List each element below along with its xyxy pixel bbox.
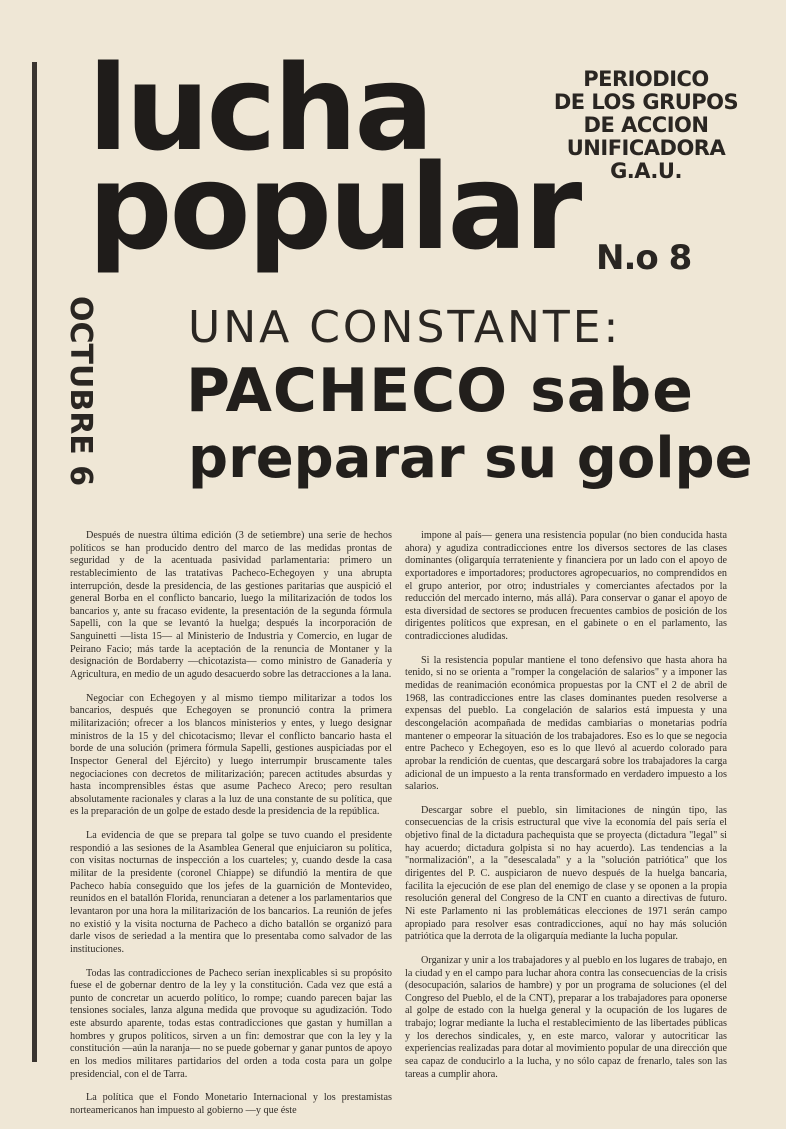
article-paragraph: La evidencia de que se prepara tal golpe se tuvo cuando el presidente respondió a las sesiones de la Asamblea General que enjuiciaron su política, con visitas nocturnas de inspección a los cuarteles; y, cuando desde la casa militar de la presidente (coronel Chiappe) se difundió la mentira de que Pacheco había conseguido que los jefes de la guarnición de Montevideo, reunidos en el batallón Florida, renunciaran a detener a los parlamentarios que levantaron por una hora la militarización de los bancarios. La reunión de jefes no existió y la visita nocturna de Pacheco a dicho batallón se organizó para darle visos de seriedad a la mentira que lo presentaba como salvador de las instituciones.	[70, 830, 392, 955]
subtitle-line: UNIFICADORA	[566, 136, 726, 161]
article-paragraph: La política que el Fondo Monetario Internacional y los prestamistas norteamericanos han impuesto al gobierno —y que éste	[70, 1092, 392, 1116]
issue-date	[62, 296, 102, 487]
article-paragraph: Todas las contradicciones de Pacheco serían inexplicables si su propósito fuese el de gobernar dentro de la ley y la constitución. Cada vez que está a punto de concretar un acuerdo político, lo rompe; cuando parecen bajar las tensiones sociales, lanza alguna medida que provoque su agudización. Todo este absurdo aparente, todas estas contradicciones que gastan y humillan a hombres y grupos políticos, sirven a un fin: demostrar que con la ley y la constitución —aún la naranja— no se puede gobernar y ganar puntos de apoyo en los medios militares partidarios del orden a toda costa para un golpe presidencial, con el de Tarra.	[70, 967, 392, 1080]
article-paragraph: Negociar con Echegoyen y al mismo tiempo militarizar a todos los bancarios, después que Echegoyen se pronunció contra la primera militarización; ofrecer a los blancos ministerios y entes, y luego designar ministros de la 15 y del chicotacismo; llevar el conflicto bancario hasta el borde de una solución (primera fórmula Sapelli, gestiones auspiciadas por el Inspector General del Ejército) y luego interrumpir bruscamente tales negociaciones con decretos de militarización; parecen actitudes absurdas y hasta incomprensibles éstas que asume Pacheco Areco; pero resultan absolutamente racionales y claras a la luz de una constante de su política, que es la preparación de un golpe de estado desde la presidencia de la república.	[70, 692, 392, 818]
article-column-right	[405, 530, 727, 1092]
article-paragraph: Después de nuestra última edición (3 de setiembre) una serie de hechos políticos se han producido dentro del marco de las medidas prontas de seguridad y de la acentuada pasividad parlamentaria: primero un restablecimiento de las tratativas Pacheco-Echegoyen y una abrupta interrupción, desde la presidencia, de las gestiones paritarias que auspició el general Borba en el conflicto bancario, luego la militarización de todos los bancarios y, ante su fracaso evidente, la presentación de la segunda fórmula Sapelli, con la que se levantó la huelga; después la incorporación de Sanguinetti —lista 15— al Ministerio de Industria y Comercio, en lugar de Peirano Facio; más tarde la aceptación de la renuncia de Montaner y la designación de Bordaberry —chicotazista— como ministro de Ganadería y Agricultura, en medio de un agudo desacuerdo sobre las detracciones a la lana.	[70, 530, 392, 681]
issue-date-text: OCTUBRE 6	[63, 296, 98, 487]
headline-main: PACHECO sabe	[186, 356, 694, 426]
article-paragraph: Si la resistencia popular mantiene el tono defensivo que hasta ahora ha tenido, si no se orienta a "romper la congelación de salarios" y a imponer las medidas de reanimación económica propuestas por la CNT el 2 de abril de 1968, las contradicciones entre las clases dominantes pueden resolverse a expensas del pueblo. La congelación de salarios está impuesta y una descongelación acompañada de medidas cambiarias o monetarias podría mantener o empeorar la situación de los trabajadores. Eso es lo que se negocia entre Pacheco y Echegoyen, eso es lo que llevó al acuerdo colorado para aprobar la rendición de cuentas, que descargará sobre los trabajadores la carga adicional de un impuesto a la renta transformado en verdadero impuesto a los salarios.	[405, 654, 727, 793]
issue-number: N.o 8	[596, 238, 692, 278]
article-column-left	[70, 530, 392, 1129]
subtitle-line: G.A.U.	[610, 159, 682, 184]
article-paragraph: impone al país— genera una resistencia popular (no bien conducida hasta ahora) y agudiza contradicciones entre los diversos sectores de las clases dominantes (oligarquía terrateniente y financiera por un lado con el apoyo de exportadores e importadores; productores agropecuarios, no comprendidos en el grupo anterior, por otro; industriales y comerciantes afectados por la reducción del mercado interno, más allá). Para conservar o ganar el apoyo de esta diversidad de sectores se producen frecuentes cambios de posición de los dirigentes políticos que expresan, en el gabinete o en el parlamento, las contradicciones aludidas.	[405, 530, 727, 643]
article-paragraph: Descargar sobre el pueblo, sin limitaciones de ningún tipo, las consecuencias de la crisis estructural que vive la economía del país sería el objetivo final de la dictadura pachequista que se proyecta (dictadura "legal" si hay acuerdo; dictadura golpista si no hay acuerdo). Las tendencias a la "normalización", a la "desescalada" y a la "solución patriótica" que los dirigentes del P. C. auspiciaron de nuevo después de la huelga bancaria, facilita la ejecución de ese plan del enemigo de clase y se oponen a la propia resolución general del Congreso de la CNT en cuanto a directivas de futuro. Ni este Parlamento ni las problemáticas elecciones de 1971 serán campo apropiado para resolver esas contradicciones, aquí no hay más solución patriótica que la derrota de la oligarquía mediante la lucha popular.	[405, 804, 727, 943]
article-paragraph: Organizar y unir a los trabajadores y al pueblo en los lugares de trabajo, en la ciudad y en el campo para luchar ahora contra las consecuencias de la crisis (desocupación, salarios de hambre) y por un programa de soluciones (el del Congreso del Pueblo, el de la CNT), preparar a los trabajadores para oponerse al golpe de estado con la huelga general y la ocupación de los lugares de trabajo; lograr mediante la lucha el restablecimiento de las libertades públicas y los derechos sindicales, y, en este marco, valorar y autocriticar las experiencias realizadas para dotar al movimiento popular de una dirección que sea capaz de conducirlo a la lucha, y no sólo capaz de frenarlo, tales son las tareas a cumplir ahora.	[405, 954, 727, 1080]
subtitle-line: DE ACCION	[583, 113, 709, 138]
subtitle-line: DE LOS GRUPOS	[553, 90, 739, 115]
masthead-subtitle	[546, 68, 746, 183]
subtitle-line: PERIODICO	[583, 67, 709, 91]
headline-kicker: UNA CONSTANTE:	[188, 302, 622, 353]
masthead-title-line1: lucha	[88, 39, 432, 177]
headline-sub: preparar su golpe	[188, 426, 753, 491]
left-margin-rule	[32, 62, 37, 1062]
masthead-title-line2: popular	[88, 138, 580, 277]
masthead-title	[88, 39, 580, 277]
